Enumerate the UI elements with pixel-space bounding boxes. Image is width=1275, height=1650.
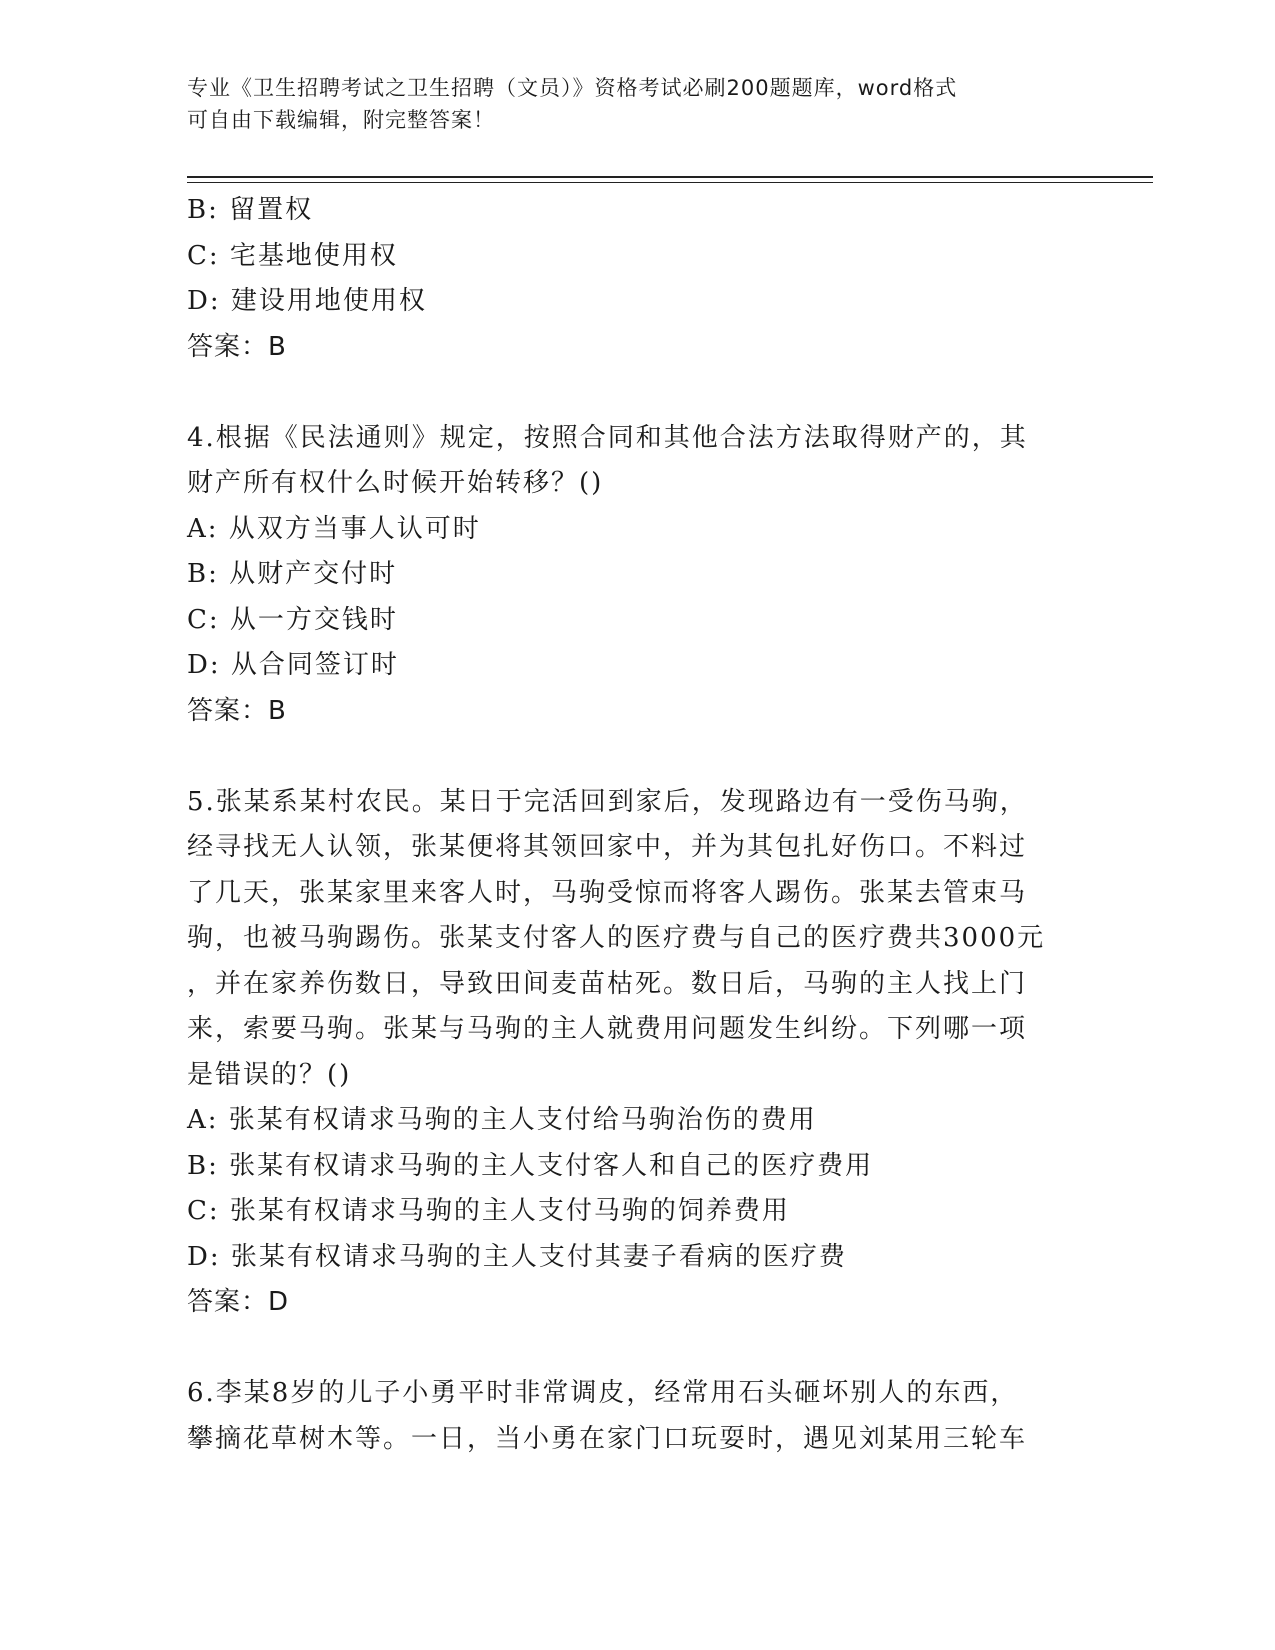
header-line-1: 专业《卫生招聘考试之卫生招聘（文员）》资格考试必刷200题题库，word格式 <box>187 76 958 100</box>
question-text-line: 来，索要马驹。张某与马驹的主人就费用问题发生纠纷。下列哪一项 <box>187 1014 1028 1044</box>
question-text-line: 是错误的？() <box>187 1059 352 1090</box>
option-d: D: 建设用地使用权 <box>187 286 427 316</box>
question-text-line: 驹，也被马驹踢伤。张某支付客人的医疗费与自己的医疗费共3000元 <box>187 923 1046 953</box>
question-6 <box>187 1371 1087 1462</box>
document-header <box>187 72 1087 136</box>
header-divider-thin <box>187 182 1153 183</box>
option-d: D: 张某有权请求马驹的主人支付其妻子看病的医疗费 <box>187 1241 847 1272</box>
question-3 <box>187 188 1087 370</box>
header-line-2: 可自由下载编辑，附完整答案！ <box>187 108 495 132</box>
option-c: C: 宅基地使用权 <box>187 240 398 271</box>
spacer <box>187 1326 1087 1372</box>
option-b: B: 从财产交付时 <box>187 559 398 589</box>
option-a: A: 张某有权请求马驹的主人支付给马驹治伤的费用 <box>187 1105 817 1135</box>
answer: 答案：B <box>187 331 287 362</box>
question-text-line: 经寻找无人认领，张某便将其领回家中，并为其包扎好伤口。不料过 <box>187 832 1028 862</box>
answer: 答案：B <box>187 695 287 726</box>
option-d: D: 从合同签订时 <box>187 650 399 680</box>
question-text-line: 4.根据《民法通则》规定，按照合同和其他合法方法取得财产的，其 <box>187 422 1028 453</box>
question-text-line: 了几天，张某家里来客人时，马驹受惊而将客人踢伤。张某去管束马 <box>187 877 1028 908</box>
question-text-line: 5.张某系某村农民。某日于完活回到家后，发现路边有一受伤马驹， <box>187 786 1028 817</box>
option-b: B: 张某有权请求马驹的主人支付客人和自己的医疗费用 <box>187 1150 874 1181</box>
option-c: C: 从一方交钱时 <box>187 604 398 635</box>
question-text-line: 攀摘花草树木等。一日，当小勇在家门口玩耍时，遇见刘某用三轮车 <box>187 1423 1028 1454</box>
question-text-line: 财产所有权什么时候开始转移？() <box>187 468 604 498</box>
spacer <box>187 734 1087 780</box>
spacer <box>187 370 1087 416</box>
option-c: C: 张某有权请求马驹的主人支付马驹的饲养费用 <box>187 1196 790 1226</box>
option-b: B: 留置权 <box>187 195 314 225</box>
question-5 <box>187 780 1087 1326</box>
question-4 <box>187 416 1087 735</box>
document-body <box>187 188 1087 1462</box>
header-divider-thick <box>187 176 1153 178</box>
option-a: A: 从双方当事人认可时 <box>187 513 481 544</box>
answer: 答案：D <box>187 1287 290 1317</box>
question-text-line: 6.李某8岁的儿子小勇平时非常调皮，经常用石头砸坏别人的东西， <box>187 1378 1019 1408</box>
question-text-line: ，并在家养伤数日，导致田间麦苗枯死。数日后，马驹的主人找上门 <box>187 968 1028 999</box>
